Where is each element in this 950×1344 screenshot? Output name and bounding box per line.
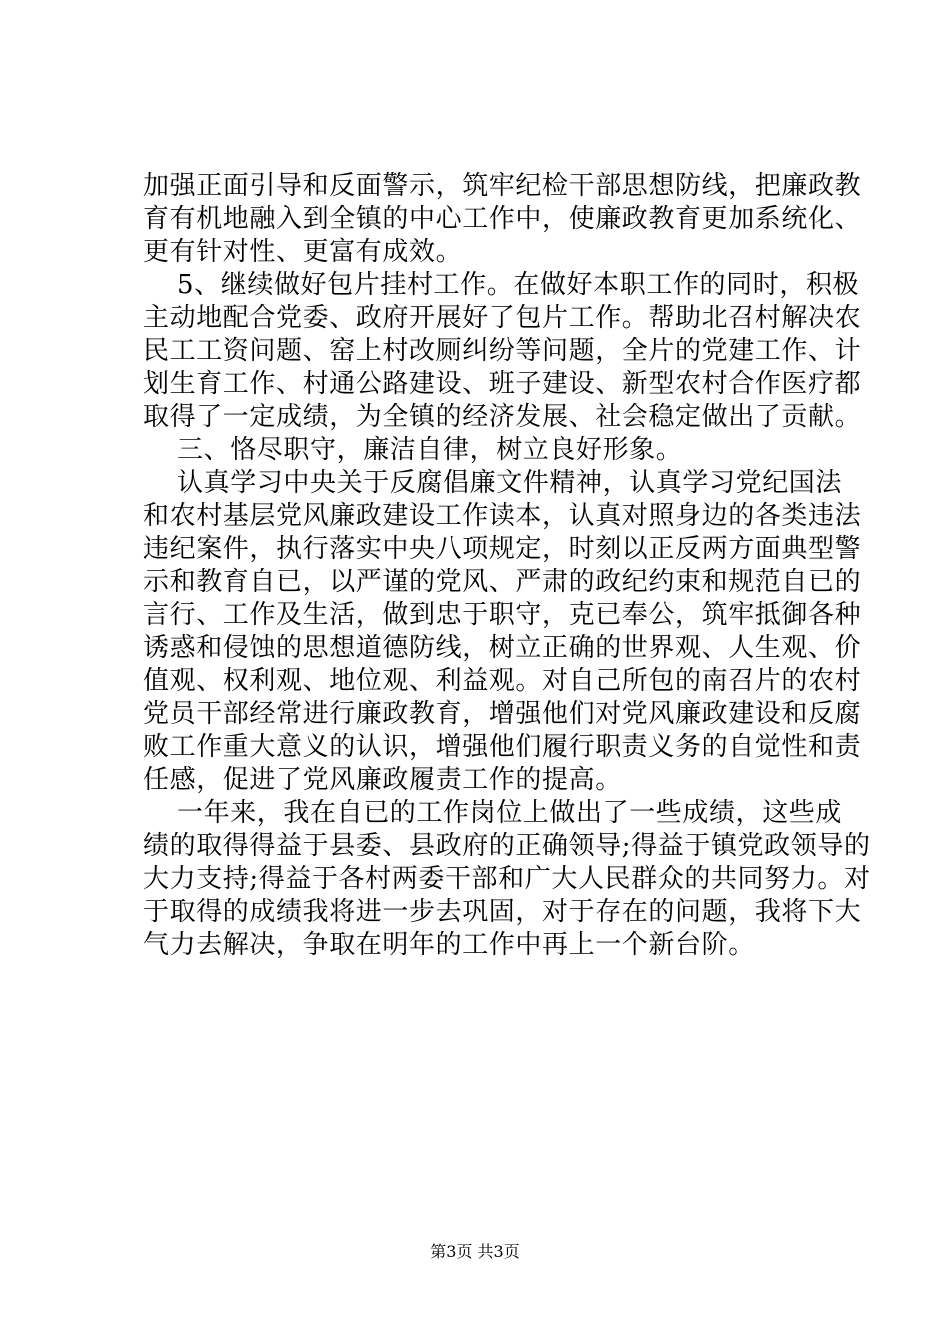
paragraph-start-line: 5、继续做好包片挂村工作。在做好本职工作的同时，积极 — [177, 270, 860, 300]
document-body — [143, 170, 871, 962]
section-heading: 三、恪尽职守，廉洁自律，树立良好形象。 — [177, 435, 683, 465]
paragraph-start-line: 一年来，我在自已的工作岗位上做出了一些成绩，这些成 — [177, 798, 843, 828]
text-line: 诱惑和侵蚀的思想道德防线，树立正确的世界观、人生观、价 — [143, 633, 862, 663]
text-line: 加强正面引导和反面警示，筑牢纪检干部思想防线，把廉政教 — [143, 171, 862, 201]
text-line: 民工工资问题、窑上村改厕纠纷等问题，全片的党建工作、计 — [143, 336, 862, 366]
text-line: 气力去解决，争取在明年的工作中再上一个新台阶。 — [143, 930, 755, 960]
text-line: 值观、权利观、地位观、利益观。对自己所包的南召片的农村 — [143, 666, 862, 696]
text-line: 违纪案件，执行落实中央八项规定，时刻以正反两方面典型警 — [143, 534, 862, 564]
text-line: 主动地配合党委、政府开展好了包片工作。帮助北召村解决农 — [143, 303, 862, 333]
text-line: 绩的取得得益于县委、县政府的正确领导;得益于镇党政领导的 — [143, 831, 871, 861]
text-line: 言行、工作及生活，做到忠于职守，克已奉公，筑牢抵御各种 — [143, 600, 862, 630]
text-line: 更有针对性、更富有成效。 — [143, 237, 463, 267]
text-line: 育有机地融入到全镇的中心工作中，使廉政教育更加系统化、 — [143, 204, 862, 234]
paragraph-start-line: 认真学习中央关于反腐倡廉文件精神，认真学习党纪国法 — [177, 468, 843, 498]
text-line: 于取得的成绩我将进一步去巩固，对于存在的问题，我将下大 — [143, 897, 862, 927]
page-number-footer: 第3页 共3页 — [430, 1242, 520, 1261]
text-line: 党员干部经常进行廉政教育，增强他们对党风廉政建设和反腐 — [143, 699, 862, 729]
text-line: 取得了一定成绩，为全镇的经济发展、社会稳定做出了贡献。 — [143, 402, 862, 432]
text-line: 大力支持;得益于各村两委干部和广大人民群众的共同努力。对 — [143, 864, 871, 894]
text-line: 划生育工作、村通公路建设、班子建设、新型农村合作医疗都 — [143, 369, 862, 399]
text-line: 示和教育自已，以严谨的党风、严肃的政纪约束和规范自已的 — [143, 567, 862, 597]
text-line: 和农村基层党风廉政建设工作读本，认真对照身边的各类违法 — [143, 501, 862, 531]
text-line: 任感，促进了党风廉政履责工作的提高。 — [143, 765, 622, 795]
text-line: 败工作重大意义的认识，增强他们履行职责义务的自觉性和责 — [143, 732, 862, 762]
